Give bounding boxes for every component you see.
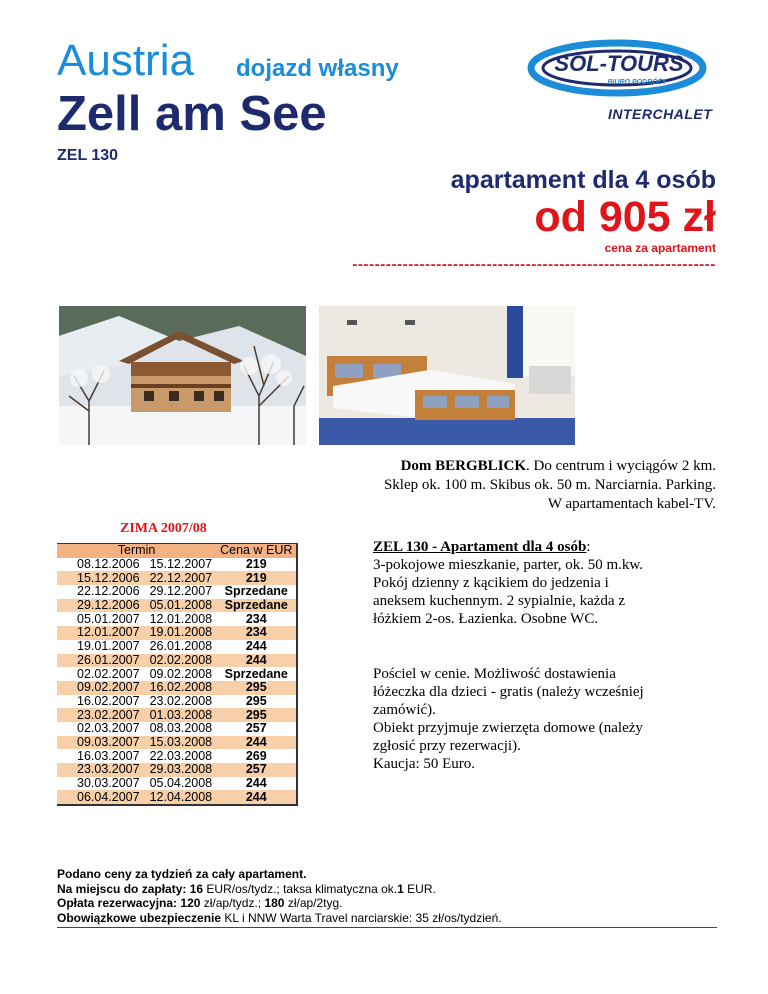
sol-tours-logo-subtext: BIURO PODRÓŻY xyxy=(607,79,667,86)
interchalet-logo: INTERCHALET xyxy=(608,106,713,122)
term-end-cell: 22.03.2008 xyxy=(149,748,213,763)
price-cell: 244 xyxy=(245,639,267,654)
price-cell: Sprzedane xyxy=(224,584,288,599)
term-start-cell: 09.03.2007 xyxy=(57,736,144,750)
house-description-line2: Sklep ok. 100 m. Skibus ok. 50 m. Narciarnia. Parking. xyxy=(383,477,716,493)
term-start-cell: 26.01.2007 xyxy=(57,654,144,668)
footer-booking-amount: 120 xyxy=(180,896,201,910)
footer-booking-label: Opłata rezerwacyjna: xyxy=(57,896,181,910)
term-end-cell: 02.02.2008 xyxy=(144,654,217,668)
table-row xyxy=(57,585,297,599)
price-cell: Sprzedane xyxy=(224,666,288,681)
term-end-cell: 29.03.2008 xyxy=(144,763,217,777)
term-start-cell: 09.02.2007 xyxy=(57,681,144,695)
table-row xyxy=(57,790,297,805)
price-cell: 295 xyxy=(245,693,267,708)
term-end-cell: 05.04.2008 xyxy=(149,776,213,791)
table-row xyxy=(57,749,297,763)
bedroom-photo xyxy=(319,306,575,445)
house-description xyxy=(336,457,716,514)
term-start-cell: 15.12.2006 xyxy=(57,571,144,585)
term-end-cell: 29.12.2007 xyxy=(149,584,213,599)
transport-subheading: dojazd własny xyxy=(236,55,399,82)
price-cell: 219 xyxy=(245,557,267,572)
term-column-header: Termin xyxy=(57,544,216,558)
table-row xyxy=(57,681,297,695)
price-cell: 244 xyxy=(216,790,297,805)
season-title: ZIMA 2007/08 xyxy=(120,521,207,536)
term-end-cell: 19.01.2008 xyxy=(144,626,217,640)
house-description-line1: . Do centrum i wyciągów 2 km. xyxy=(526,458,716,474)
price-cell: 244 xyxy=(245,776,267,791)
price-cell: 269 xyxy=(245,748,267,763)
footer-notes xyxy=(57,867,717,928)
term-start-cell: 06.04.2007 xyxy=(57,790,144,805)
term-start-cell: 22.12.2006 xyxy=(77,584,140,599)
price-cell: 244 xyxy=(216,654,297,668)
sol-tours-logo-text: SOL-TOURS xyxy=(554,51,684,76)
footer-tax-amount: 1 xyxy=(397,881,404,896)
apartment-description xyxy=(373,538,713,628)
footer-payment-label: Na miejscu do zapłaty: xyxy=(57,881,190,896)
term-end-cell: 26.01.2008 xyxy=(149,639,213,654)
price-cell: 295 xyxy=(216,708,297,722)
dashed-separator: ----------------------------------------------------------------- xyxy=(352,256,716,273)
term-start-cell: 05.01.2007 xyxy=(77,611,140,626)
term-end-cell: 15.12.2007 xyxy=(149,557,213,572)
apartment-description-line4: łóżkiem 2-os. Łazienka. Osobne WC. xyxy=(373,611,599,627)
term-end-cell: 09.02.2008 xyxy=(149,666,213,681)
table-header-row xyxy=(57,544,297,558)
price-cell: 234 xyxy=(245,611,267,626)
extra-info-line2: łóżeczka dla dzieci - gratis (należy wcześniej xyxy=(373,684,644,700)
table-row xyxy=(57,777,297,791)
extra-info-line6: Kaucja: 50 Euro. xyxy=(373,756,476,772)
extra-info-line1: Pościel w cenie. Możliwość dostawienia xyxy=(373,666,616,682)
footer-insurance-label: Obowiązkowe ubezpieczenie xyxy=(57,910,222,925)
price-cell: 244 xyxy=(216,736,297,750)
term-start-cell: 23.03.2007 xyxy=(57,763,144,777)
table-row xyxy=(57,571,297,585)
house-photo xyxy=(59,306,306,445)
term-end-cell: 01.03.2008 xyxy=(144,708,217,722)
house-name: Dom BERGBLICK xyxy=(400,458,527,474)
footer-line1: Podano ceny za tydzień za cały apartament. xyxy=(57,867,307,881)
house-description-line3: W apartamentach kabel-TV. xyxy=(547,496,716,512)
table-row xyxy=(57,558,297,572)
apartment-description-line3: aneksem kuchennym. 2 sypialnie, każda z xyxy=(373,593,625,609)
term-end-cell: 15.03.2008 xyxy=(144,736,217,750)
extra-info-line4: Obiekt przyjmuje zwierzęta domowe (należy xyxy=(373,720,643,736)
price-table-body xyxy=(57,558,297,805)
extra-info-line5: zgłosić przy rezerwacji). xyxy=(373,738,521,754)
footer-payment-text: EUR/os/tydz.; taksa klimatyczna ok. xyxy=(203,881,398,896)
footer-booking-unit: zł/ap/2tyg. xyxy=(284,896,343,910)
footer-booking-amount2: 180 xyxy=(264,896,285,910)
table-row xyxy=(57,695,297,709)
table-row xyxy=(57,667,297,681)
term-start-cell: 02.03.2007 xyxy=(77,721,140,736)
footer-booking-text: zł/ap/tydz.; xyxy=(200,896,265,910)
offer-code: ZEL 130 xyxy=(57,147,119,164)
term-start-cell: 30.03.2007 xyxy=(77,776,140,791)
price-cell: 219 xyxy=(216,571,297,585)
price-cell: 295 xyxy=(216,681,297,695)
apartment-title-colon: : xyxy=(586,539,591,555)
table-row xyxy=(57,599,297,613)
price-cell: Sprzedane xyxy=(216,599,297,613)
price-cell: 257 xyxy=(216,763,297,777)
sol-tours-logo xyxy=(527,38,707,98)
apartment-description-line2: Pokój dzienny z kącikiem do jedzenia i xyxy=(373,575,609,591)
apartment-type: apartament dla 4 osób xyxy=(450,166,716,194)
price-cell: 257 xyxy=(245,721,267,736)
term-end-cell: 12.01.2008 xyxy=(149,611,213,626)
term-start-cell: 08.12.2006 xyxy=(77,557,140,572)
term-end-cell: 23.02.2008 xyxy=(149,693,213,708)
price-from: od 905 zł xyxy=(534,193,716,241)
city-heading: Zell am See xyxy=(57,87,327,141)
footer-insurance-text: KL i NNW Warta Travel narciarskie: 35 zł/os/tydzień. xyxy=(221,910,502,925)
table-row xyxy=(57,722,297,736)
term-start-cell: 23.02.2007 xyxy=(57,708,144,722)
term-end-cell: 12.04.2008 xyxy=(144,790,217,805)
term-end-cell: 16.02.2008 xyxy=(144,681,217,695)
country-heading: Austria xyxy=(57,36,194,85)
term-start-cell: 19.01.2007 xyxy=(77,639,140,654)
term-end-cell: 22.12.2007 xyxy=(144,571,217,585)
footer-tax-unit: EUR. xyxy=(403,881,436,896)
term-start-cell: 29.12.2006 xyxy=(57,599,144,613)
term-end-cell: 05.01.2008 xyxy=(144,599,217,613)
footer-payment-amount: 16 xyxy=(189,881,204,896)
table-row xyxy=(57,708,297,722)
extra-info-line3: zamówić). xyxy=(373,702,436,718)
table-row xyxy=(57,763,297,777)
price-cell: 234 xyxy=(216,626,297,640)
apartment-title: ZEL 130 - Apartament dla 4 osób xyxy=(373,539,587,555)
table-row xyxy=(57,612,297,626)
table-row xyxy=(57,626,297,640)
apartment-description-line1: 3-pokojowe mieszkanie, parter, ok. 50 m.kw. xyxy=(373,557,644,573)
extra-info xyxy=(373,665,723,773)
table-row xyxy=(57,736,297,750)
term-start-cell: 12.01.2007 xyxy=(57,626,144,640)
table-row xyxy=(57,640,297,654)
price-column-header: Cena w EUR xyxy=(216,544,297,558)
term-start-cell: 16.02.2007 xyxy=(77,693,140,708)
term-start-cell: 02.02.2007 xyxy=(77,666,140,681)
table-row xyxy=(57,654,297,668)
term-start-cell: 16.03.2007 xyxy=(77,748,140,763)
term-end-cell: 08.03.2008 xyxy=(149,721,213,736)
price-table xyxy=(57,543,298,806)
price-note: cena za apartament xyxy=(604,241,716,255)
